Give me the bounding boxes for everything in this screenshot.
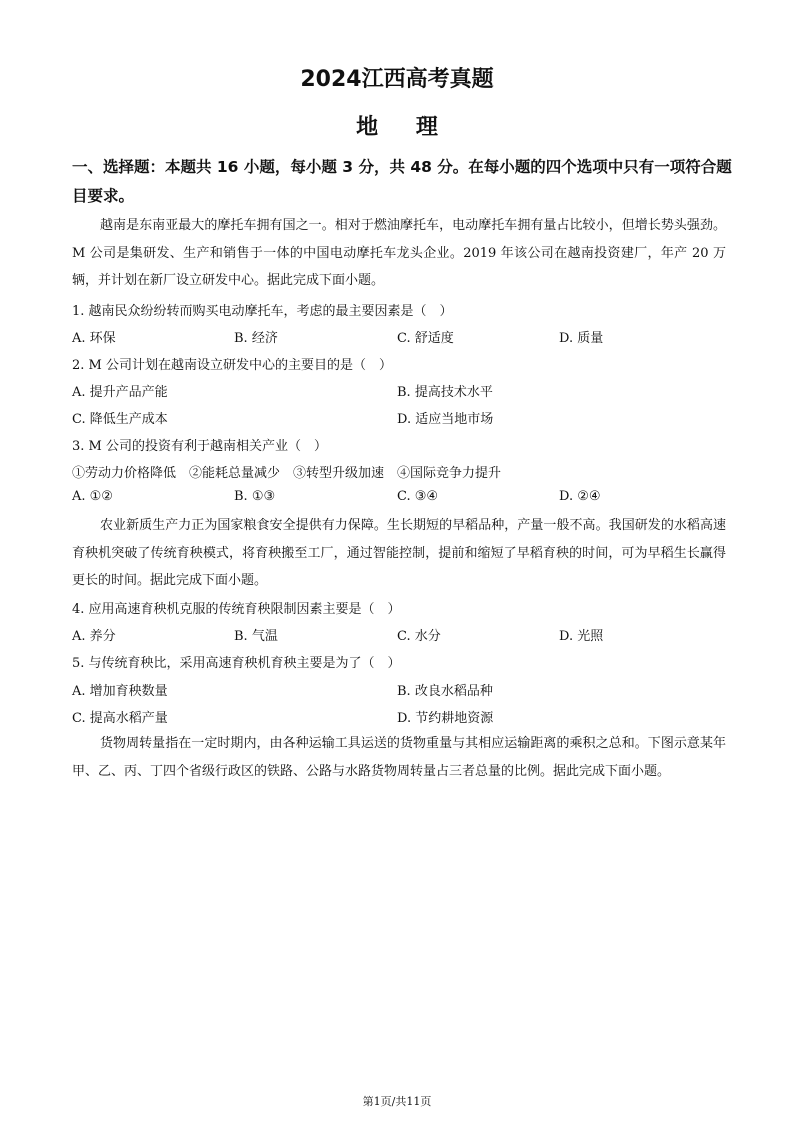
question-3-stem: 3. M 公司的投资有利于越南相关产业（ ） [72, 439, 327, 454]
document-title: 2024江西高考真题 [300, 67, 494, 92]
question-5-option-c: C. 提高水稻产量 [72, 711, 168, 726]
section-heading: 一、选择题：本题共 16 小题，每小题 3 分，共 48 分。在每小题的四个选项中只有一项符合题目要求。 [72, 158, 732, 205]
question-5-option-a: A. 增加育秧数量 [72, 684, 168, 699]
passage-1: 越南是东南亚最大的摩托车拥有国之一。相对于燃油摩托车，电动摩托车拥有量占比较小，但增长势头强劲。M 公司是集研发、生产和销售于一体的中国电动摩托车龙头企业。2019 年该公司在越南投资建厂，年产 20 万辆，并计划在新厂设立研发中心。据此完成下面小题。 [72, 218, 726, 288]
question-3-option-d: D. ②④ [559, 489, 601, 504]
question-4-option-a: A. 养分 [72, 629, 116, 644]
question-5-stem: 5. 与传统育秧比，采用高速育秧机育秧主要是为了（ ） [72, 656, 401, 671]
question-4-option-b: B. 气温 [234, 629, 278, 644]
passage-3: 货物周转量指在一定时期内，由各种运输工具运送的货物重量与其相应运输距离的乘积之总和。下图示意某年甲、乙、丙、丁四个省级行政区的铁路、公路与水路货物周转量占三者总量的比例。据此完成下面小题。 [72, 736, 726, 779]
question-1-option-d: D. 质量 [559, 331, 604, 346]
question-3-option-a: A. ①② [72, 489, 113, 504]
question-1-option-b: B. 经济 [234, 331, 278, 346]
subject-heading: 地 理 [356, 115, 438, 140]
question-4-option-d: D. 光照 [559, 629, 604, 644]
question-3-option-b: B. ①③ [234, 489, 276, 504]
question-5-option-d: D. 节约耕地资源 [397, 711, 494, 726]
question-1-option-a: A. 环保 [72, 331, 116, 346]
question-4-stem: 4. 应用高速育秧机克服的传统育秧限制因素主要是（ ） [72, 602, 401, 617]
passage-2: 农业新质生产力正为国家粮食安全提供有力保障。生长期短的早稻品种，产量一般不高。我国研发的水稻高速育秧机突破了传统育秧模式，将育秧搬至工厂，通过智能控制，提前和缩短了早稻育秧的时间，可为早稻生长赢得更长的时间。据此完成下面小题。 [72, 518, 726, 588]
question-2-stem: 2. M 公司计划在越南设立研发中心的主要目的是（ ） [72, 358, 392, 373]
question-3-option-c: C. ③④ [397, 489, 439, 504]
question-2-option-a: A. 提升产品产能 [72, 385, 168, 400]
question-3-items: ①劳动力价格降低 ②能耗总量减少 ③转型升级加速 ④国际竞争力提升 [72, 466, 502, 481]
question-2-option-c: C. 降低生产成本 [72, 412, 168, 427]
question-4-option-c: C. 水分 [397, 629, 441, 644]
question-1-stem: 1. 越南民众纷纷转而购买电动摩托车，考虑的最主要因素是（ ） [72, 304, 453, 319]
page-footer: 第1页/共11页 [362, 1095, 432, 1108]
question-1-option-c: C. 舒适度 [397, 331, 454, 346]
question-2-option-b: B. 提高技术水平 [397, 385, 493, 400]
question-5-option-b: B. 改良水稻品种 [397, 684, 493, 699]
question-2-option-d: D. 适应当地市场 [397, 412, 494, 427]
